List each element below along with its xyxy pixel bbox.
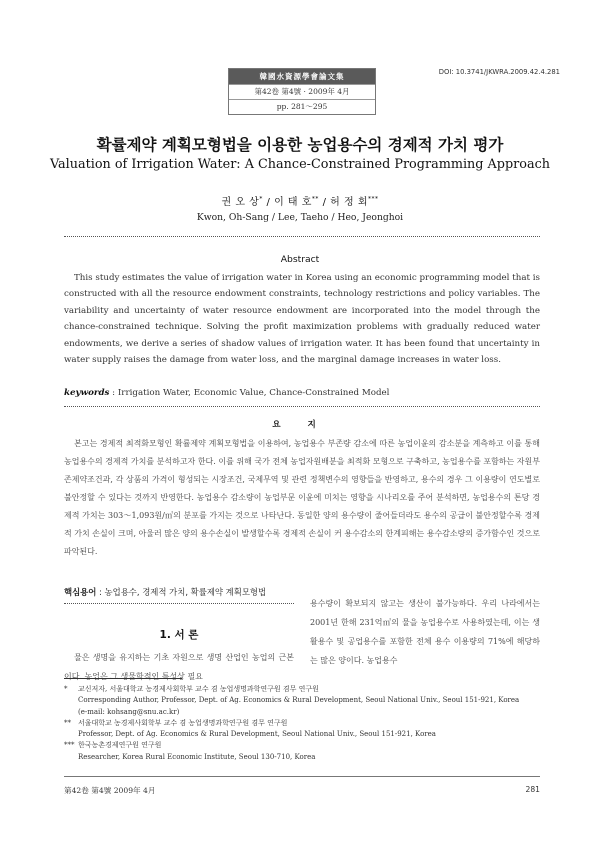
volume-issue: 第42卷 第4號 · 2009年 4月 [229, 84, 375, 99]
korean-abstract-heading: 요 지 [272, 420, 328, 430]
keywords [64, 388, 389, 398]
footer-rule [64, 776, 540, 777]
footnote-3-mark: *** [64, 741, 75, 750]
authors-korean [0, 193, 600, 208]
keywords-korean-value: : 농업용수, 경제적 가치, 확률제약 계획모형법 [96, 587, 267, 597]
section-1-title: 1. 서 론 [159, 629, 199, 641]
page-number: 281 [525, 785, 540, 794]
title-korean: 확률제약 계획모형법을 이용한 농업용수의 경제적 가치 평가 [96, 136, 504, 154]
footnote-1 [64, 684, 542, 718]
title-english: Valuation of Irrigation Water: A Chance-Constrained Programming Approach [49, 157, 551, 172]
footnote-1-ko: 교신저자, 서울대학교 농경제사회학부 교수 겸 농업생명과학연구원 겸무 연구원 [78, 685, 319, 693]
author-3: 허 정 회 [330, 197, 368, 208]
section-1-right-column: 용수량이 확보되지 않고는 생산이 불가능하다. 우리 나라에서는 2001년 한해 231억㎥의 물을 농업용수로 사용하였는데, 이는 생활용수 및 공업용수를 포함한 전체 용수 이용량의 71%에 해당하는 많은 양이다. 농업용수 [310, 599, 540, 665]
footnote-1-en: Corresponding Author, Professor, Dept. of Ag. Economics & Rural Development, Seoul National Univ., Seoul 151-921, Korea [78, 696, 520, 705]
divider-intro [64, 603, 294, 604]
footnotes [64, 684, 542, 763]
author-2-mark: ** [311, 195, 319, 203]
abstract-heading: Abstract [280, 254, 320, 265]
footnote-rule [64, 678, 182, 679]
footnote-3 [64, 740, 542, 763]
keywords-value: : Irrigation Water, Economic Value, Chance-Constrained Model [109, 388, 390, 398]
footnote-1-email: (e-mail: kohsang@snu.ac.kr) [78, 707, 180, 716]
journal-info-box [228, 68, 376, 115]
section-1-left-column: 물은 생명을 유지하는 기초 자원으로 생명 산업인 농업의 근본이다. 농업은 그 생물학적인 특성상 필요 [64, 653, 294, 681]
footnote-2-mark: ** [64, 718, 71, 727]
divider-top [64, 236, 540, 237]
korean-abstract-body: 본고는 경제적 최적화모형인 확률제약 계획모형법을 이용하여, 농업용수 부존량 감소에 따른 농업이윤의 감소분을 계측하고 이를 통해 농업용수의 경제적 가치를 분석하고자 한다. 이를 위해 국가 전체 농업자원배분을 최적화 모형으로 구축하고, 농업용수를 포함하는 자원부존제약조건과, 각 상품의 가격이 형성되는 시장조건, 국제무역 및 관련 정책변수의 영향들을 반영하고, 용수의 경우 그 이용량이 연도별로 불안정할 수 있다는 것까지 반영한다. 농업용수 감소량이 농업부문 이윤에 미치는 영향을 시나리오를 주어 분석하면, 농업용수의 톤당 경제적 가치는 303～1,093원/㎥의 분포를 가지는 것으로 나타난다. 동일한 양의 용수량이 줄어들더라도 용수의 공급이 불안정할수록 경제적 가치 손실이 크며, 아울러 많은 양의 용수손실이 발생할수록 경제적 손실이 커 용수감소의 한계피해는 용수감소량의 증가함수인 것으로 파악된다. [64, 439, 540, 556]
footnote-1-mark: * [64, 685, 68, 693]
keywords-korean-label: 핵심용어 [64, 587, 97, 597]
keywords-korean [64, 586, 266, 598]
journal-name: 韓國水資源學會論文集 [229, 69, 375, 84]
footnote-3-en: Researcher, Korea Rural Economic Institute, Seoul 130-710, Korea [78, 752, 316, 761]
author-1-mark: * [259, 195, 263, 203]
author-2: 이 태 호 [274, 197, 312, 208]
abstract-body: This study estimates the value of irrigation water in Korea using an economic programming model that is constructed with all the resource endowment constraints, technology restrictions and policy variables. The variability and uncertainty of water resource endowment are incorporated into the model through the chance-constrained technique. Solving the profit maximization problems with gradually reduced water endowments, we derive a series of shadow values of irrigation water. It has been found that uncertainty in water supply raises the damage from water loss, and the marginal damage increases in water loss. [64, 273, 540, 366]
authors-english: Kwon, Oh-Sang / Lee, Taeho / Heo, Jeonghoi [196, 212, 404, 223]
author-1: 권 오 상 [221, 197, 260, 208]
keywords-label: keywords [64, 388, 110, 398]
author-separator: / [262, 197, 275, 208]
page-range: pp. 281～295 [229, 99, 375, 114]
author-3-mark: *** [368, 195, 379, 203]
divider-middle [64, 406, 540, 407]
footnote-3-ko: 한국농촌경제연구원 연구원 [78, 741, 162, 750]
footnote-2-ko: 서울대학교 농경제사회학부 교수 겸 농업생명과학연구원 겸무 연구원 [78, 718, 288, 727]
author-separator: / [318, 197, 331, 208]
doi: DOI: 10.3741/JKWRA.2009.42.4.281 [438, 68, 560, 76]
footer-volume: 第42卷 第4號 2009年 4月 [64, 786, 156, 795]
footnote-2 [64, 718, 542, 741]
footnote-2-en: Professor, Dept. of Ag. Economics & Rural Development, Seoul National Univ., Seoul 151-921, Korea [78, 730, 436, 739]
